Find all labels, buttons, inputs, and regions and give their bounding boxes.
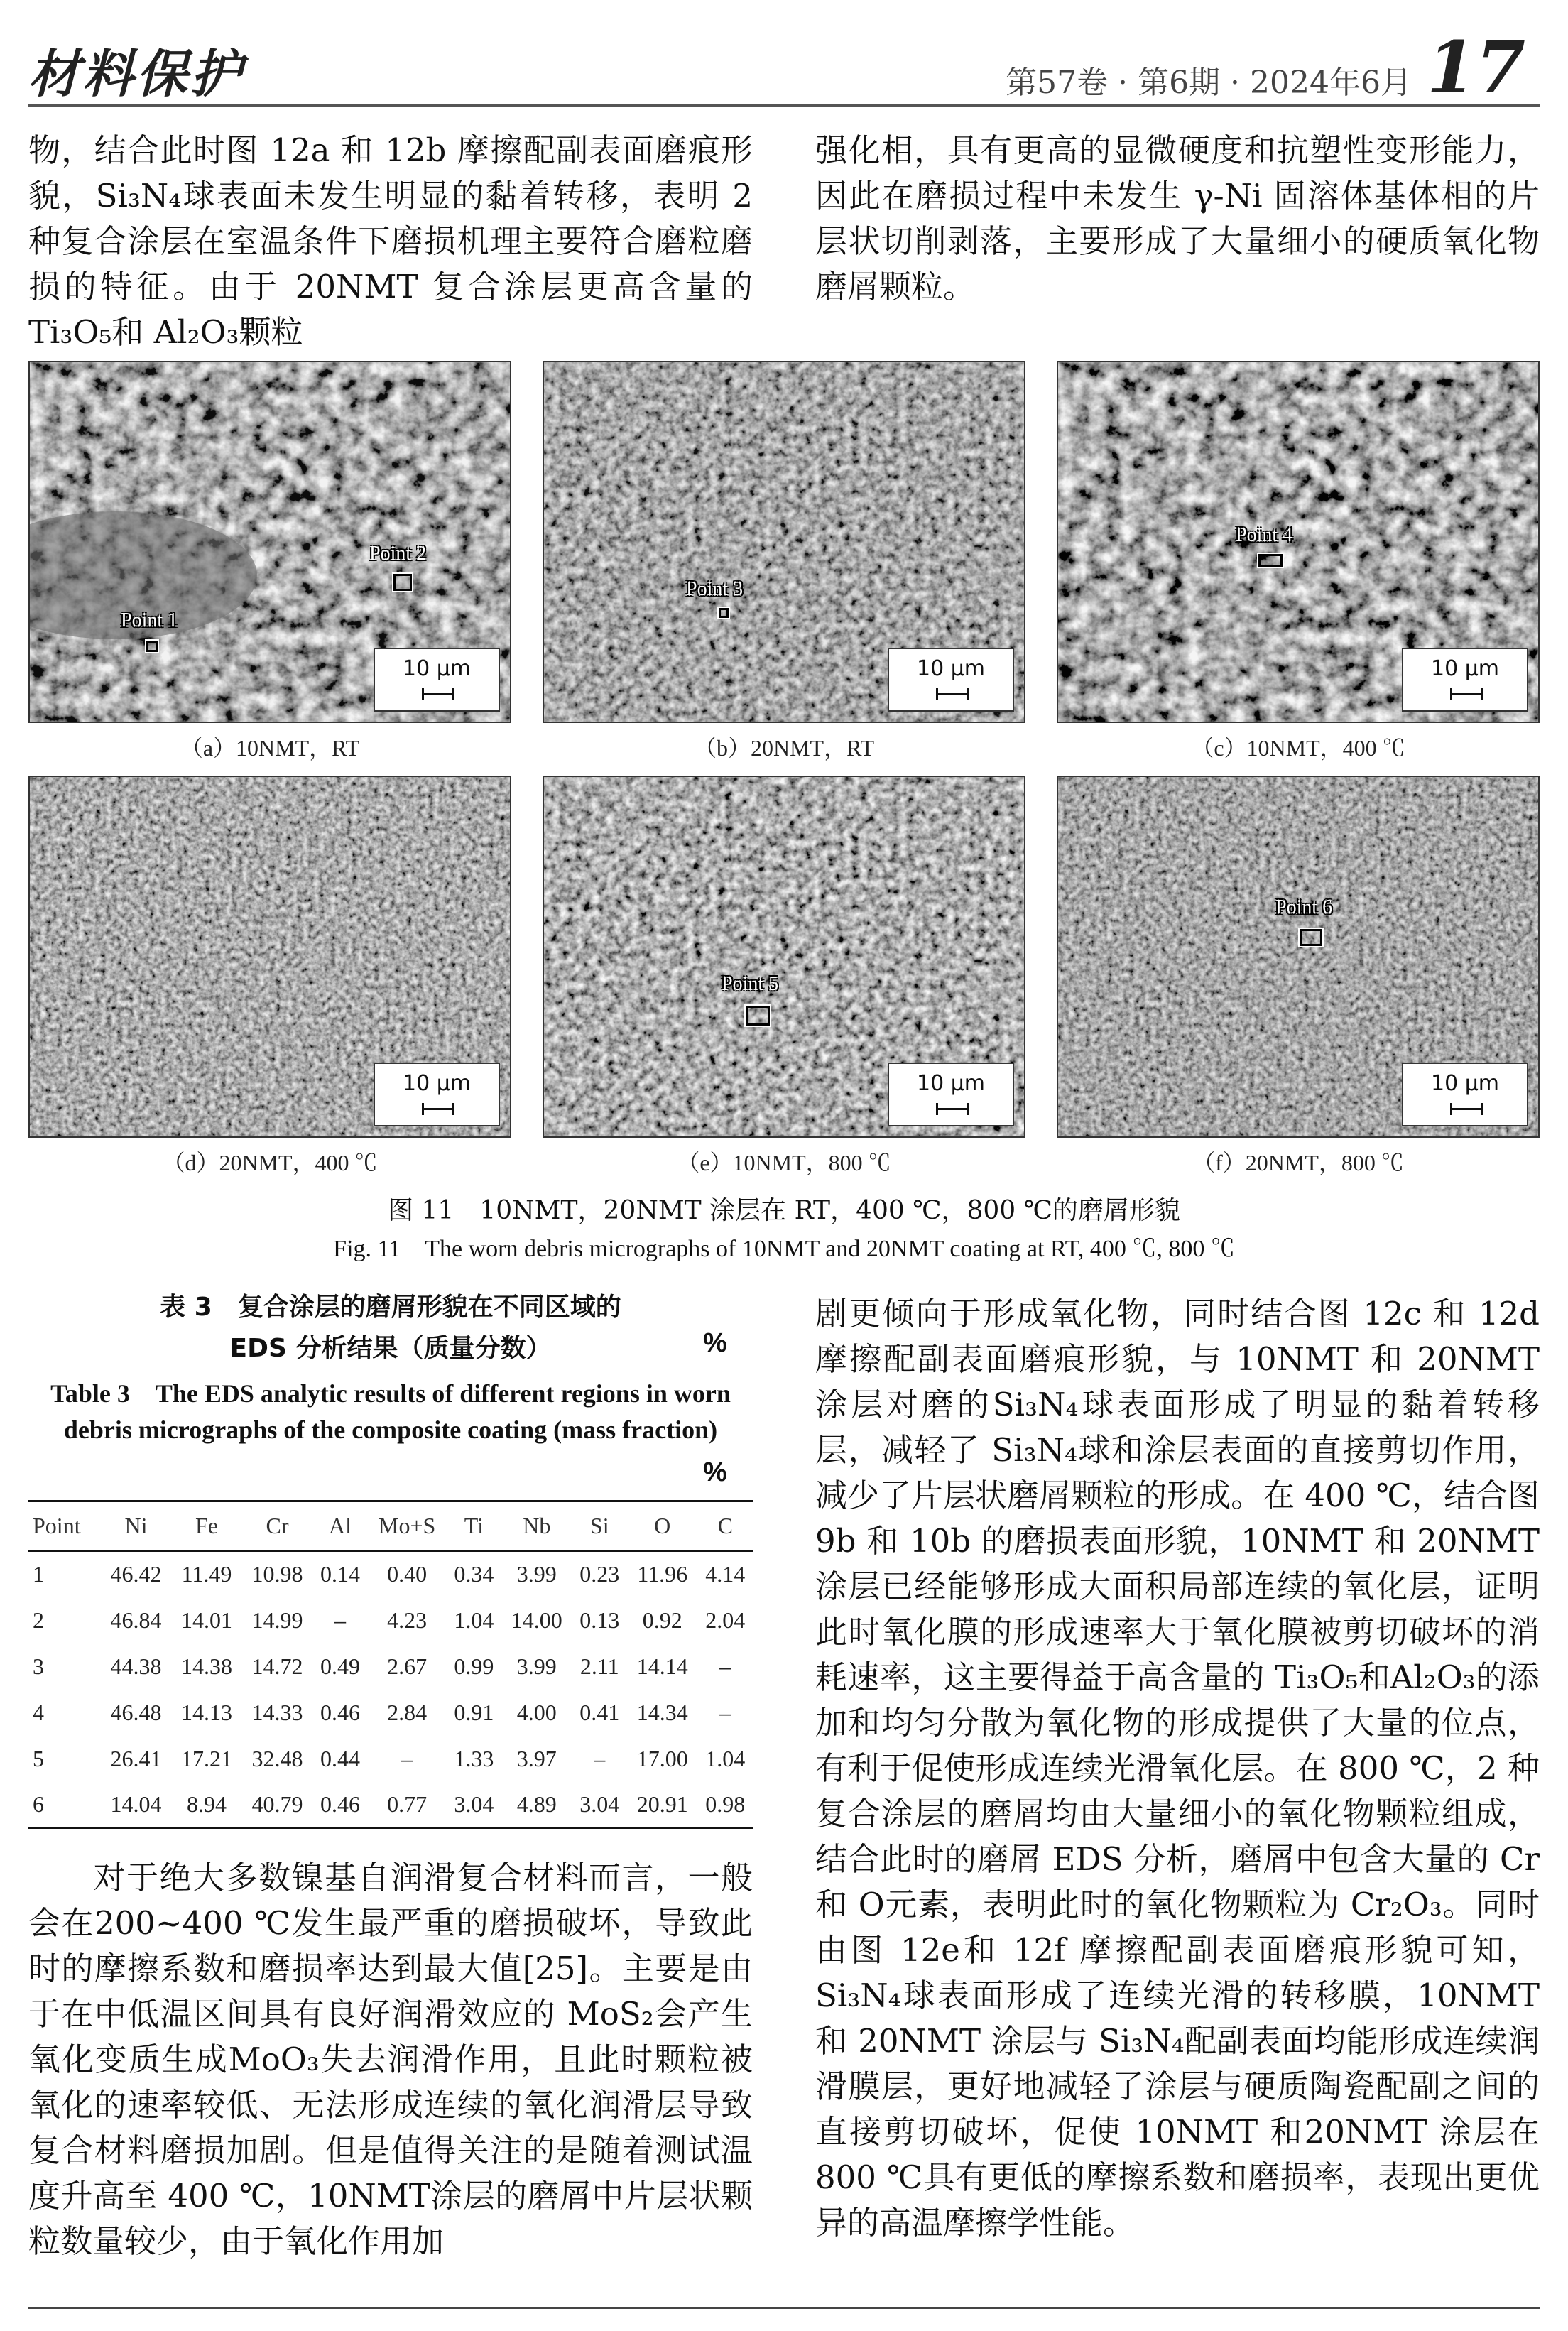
figure-caption-en: Fig. 11 The worn debris micrographs of 10NMT and 20NMT coating at RT, 400 ℃, 800 ℃ bbox=[333, 1236, 1235, 1262]
panel-caption-f: （f）20NMT，800 ℃ bbox=[1192, 1150, 1404, 1175]
point-marker bbox=[146, 641, 158, 652]
table-cell: 1.04 bbox=[705, 1745, 746, 1771]
table-cell: 14.34 bbox=[636, 1699, 688, 1725]
scale-bar: 10 μm bbox=[888, 1063, 1014, 1126]
journal-logo: 材料保护 bbox=[28, 43, 245, 104]
eds-table bbox=[28, 1500, 753, 1829]
scale-bar: 10 μm bbox=[888, 648, 1014, 712]
scale-bar: 10 μm bbox=[1402, 1063, 1528, 1126]
point-label: Point 5 bbox=[722, 973, 779, 995]
point-label: Point 1 bbox=[121, 609, 178, 631]
table-cell: – bbox=[334, 1607, 346, 1633]
table-cell: 14.33 bbox=[251, 1699, 303, 1725]
table-header-cell: Ni bbox=[124, 1513, 148, 1539]
paragraph-bottom-right: 剧更倾向于形成氧化物，同时结合图 12c 和 12d 摩擦配副表面磨痕形貌，与 10NMT 和 20NMT 涂层对磨的Si₃N₄球表面形成了明显的黏着转移层，减轻了 Si₃N₄球和涂层表面的直接剪切作用，减少了片层状磨屑颗粒的形成。在 400 ℃，结合图 9b 和 10b 的磨损表面形貌，10NMT 和 20NMT 涂层已经能够形成大面积局部连续的氧化层，证明此时氧化膜的形成速率大于氧化膜被剪切破坏的消耗速率，这主要得益于高含量的 Ti₃O₅和Al₂O₃的添加和均匀分散为氧化物的形成提供了大量的位点，有利于促使形成连续光滑氧化层。在 800 ℃，2 种复合涂层的磨屑均由大量细小的氧化物颗粒组成，结合此时的磨屑 EDS 分析，磨屑中包含大量的 Cr 和 O元素，表明此时的氧化物颗粒为 Cr₂O₃。同时由图 12e和 12f 摩擦配副表面磨痕形貌可知，Si₃N₄球表面形成了连续光滑的转移膜，10NMT 和 20NMT 涂层与 Si₃N₄配副表面均能形成连续润滑膜层，更好地减轻了涂层与硬质陶瓷配副之间的直接剪切破坏，促使 10NMT 和20NMT 涂层在 800 ℃具有更低的摩擦系数和磨损率，表现出更优异的高温摩擦学性能。 bbox=[815, 1295, 1540, 2242]
table-header-cell: Nb bbox=[523, 1513, 551, 1539]
table-header-cell: Si bbox=[589, 1513, 609, 1539]
table-cell: 0.49 bbox=[320, 1653, 360, 1679]
table-header-cell: Fe bbox=[195, 1513, 218, 1539]
table-cell: 2 bbox=[33, 1607, 44, 1633]
table-cell: – bbox=[594, 1745, 606, 1771]
table-row bbox=[28, 1690, 753, 1736]
figure-panel-b bbox=[543, 361, 1025, 723]
table-cell: 11.96 bbox=[637, 1561, 688, 1587]
table-cell: – bbox=[401, 1745, 413, 1771]
paragraph-top-right: 强化相，具有更高的显微硬度和抗塑性变形能力，因此在磨损过程中未发生 γ-Ni 固溶体基体相的片层状切削剥落，主要形成了大量细小的硬质氧化物磨屑颗粒。 bbox=[815, 131, 1540, 305]
table-row bbox=[28, 1643, 753, 1690]
table-cell: 4.23 bbox=[387, 1607, 428, 1633]
table-cell: 20.91 bbox=[636, 1791, 688, 1817]
table-cell: 4.89 bbox=[516, 1791, 557, 1817]
table-cell: 4.00 bbox=[516, 1699, 557, 1725]
table-cell: 46.48 bbox=[110, 1699, 162, 1725]
table-cell: – bbox=[719, 1699, 731, 1725]
point-label: Point 3 bbox=[686, 578, 744, 600]
table-cell: 3.97 bbox=[516, 1745, 557, 1771]
table-cell: 3.99 bbox=[516, 1653, 557, 1679]
table-cell: 0.34 bbox=[454, 1561, 494, 1587]
figure-panel-a bbox=[28, 361, 511, 723]
table-cell: 0.98 bbox=[705, 1791, 746, 1817]
table-cell: 6 bbox=[33, 1791, 44, 1817]
table-cell: 46.42 bbox=[110, 1561, 162, 1587]
table-cell: 0.44 bbox=[320, 1745, 360, 1771]
table-cell: 14.13 bbox=[180, 1699, 232, 1725]
table-cell: 0.91 bbox=[454, 1699, 494, 1725]
scale-bar: 10 μm bbox=[374, 648, 500, 712]
figure-panel-c bbox=[1057, 361, 1540, 723]
table-cell: 0.13 bbox=[579, 1607, 620, 1633]
table-row bbox=[28, 1551, 753, 1597]
table-cell: 3 bbox=[33, 1653, 44, 1679]
panel-caption-e: （e）10NMT，800 ℃ bbox=[677, 1150, 891, 1175]
table-row bbox=[28, 1736, 753, 1782]
table-cell: 14.72 bbox=[251, 1653, 303, 1679]
table-cell: 26.41 bbox=[110, 1745, 162, 1771]
table-unit-cn: % bbox=[703, 1328, 727, 1358]
table-caption-en-line2: debris micrographs of the composite coating (mass fraction) bbox=[63, 1416, 718, 1444]
table-cell: 8.94 bbox=[186, 1791, 227, 1817]
table-cell: 17.00 bbox=[636, 1745, 688, 1771]
figure-caption-cn: 图 11 10NMT，20NMT 涂层在 RT，400 ℃，800 ℃的磨屑形貌 bbox=[388, 1196, 1180, 1225]
table-row bbox=[28, 1597, 753, 1643]
table-header-cell: O bbox=[654, 1513, 671, 1539]
paragraph-bottom-left bbox=[28, 1855, 753, 2264]
table-cell: 5 bbox=[33, 1745, 44, 1771]
table-cell: 3.04 bbox=[454, 1791, 494, 1817]
figure-panel-d bbox=[28, 776, 511, 1138]
point-label: Point 4 bbox=[1236, 524, 1293, 546]
figure-panel-f bbox=[1057, 776, 1540, 1138]
point-marker bbox=[1258, 554, 1283, 567]
table-cell: 4 bbox=[33, 1699, 44, 1725]
table-cell: 46.84 bbox=[110, 1607, 162, 1633]
point-label: Point 6 bbox=[1275, 896, 1333, 918]
table-cell: 3.04 bbox=[579, 1791, 620, 1817]
table-cell: 0.46 bbox=[320, 1791, 360, 1817]
figure-panel-e bbox=[543, 776, 1025, 1138]
table-cell: 0.99 bbox=[454, 1653, 494, 1679]
page-header bbox=[28, 28, 1540, 107]
table-caption-cn-line1: 表 3 复合涂层的磨屑形貌在不同区域的 bbox=[160, 1293, 621, 1322]
table-cell: 14.38 bbox=[180, 1653, 232, 1679]
table-header-row bbox=[28, 1501, 753, 1551]
table-cell: 0.23 bbox=[579, 1561, 620, 1587]
point-marker bbox=[719, 608, 729, 618]
scale-bar: 10 μm bbox=[374, 1063, 500, 1126]
table-cell: 0.92 bbox=[642, 1607, 682, 1633]
table-caption-en-line1: Table 3 The EDS analytic results of different regions in worn bbox=[50, 1379, 731, 1408]
table-cell: 0.40 bbox=[387, 1561, 428, 1587]
scale-bar: 10 μm bbox=[1402, 648, 1528, 712]
table-cell: 10.98 bbox=[251, 1561, 303, 1587]
table-cell: 0.41 bbox=[579, 1699, 620, 1725]
table-caption-cn-line2: EDS 分析结果（质量分数） bbox=[229, 1334, 552, 1363]
panel-caption-c: （c）10NMT，400 ℃ bbox=[1191, 735, 1405, 761]
paragraph-top-left: 物，结合此时图 12a 和 12b 摩擦配副表面磨痕形貌，Si₃N₄球表面未发生明显的黏着转移，表明 2 种复合涂层在室温条件下磨损机理主要符合磨粒磨损的特征。由于 20NMT 复合涂层更高含量的 Ti₃O₅和 Al₂O₃颗粒 bbox=[28, 131, 753, 351]
panel-caption-b: （b）20NMT，RT bbox=[693, 735, 875, 761]
panel-caption-d: （d）20NMT，400 ℃ bbox=[162, 1150, 378, 1175]
table-cell: 3.99 bbox=[516, 1561, 557, 1587]
table-header-cell: Al bbox=[328, 1513, 352, 1539]
table-cell: 0.77 bbox=[387, 1791, 428, 1817]
table-cell: 4.14 bbox=[705, 1561, 746, 1587]
table-cell: 1.04 bbox=[454, 1607, 494, 1633]
table-cell: 2.11 bbox=[579, 1653, 619, 1679]
table-cell: 40.79 bbox=[251, 1791, 303, 1817]
table-cell: 0.14 bbox=[320, 1561, 360, 1587]
table-cell: 0.46 bbox=[320, 1699, 360, 1725]
table-cell: 17.21 bbox=[180, 1745, 232, 1771]
table-header-cell: Point bbox=[33, 1513, 81, 1539]
table-unit-en: % bbox=[703, 1457, 727, 1487]
table-header-cell: Ti bbox=[464, 1513, 484, 1539]
table-cell: 14.01 bbox=[180, 1607, 232, 1633]
table-cell: 14.00 bbox=[511, 1607, 562, 1633]
table-header-cell: Cr bbox=[266, 1513, 289, 1539]
panel-caption-a: （a）10NMT，RT bbox=[180, 735, 360, 761]
table-cell: 14.14 bbox=[636, 1653, 688, 1679]
point-marker bbox=[746, 1006, 770, 1026]
table-header-cell: Mo+S bbox=[379, 1513, 436, 1539]
table-cell: 1 bbox=[33, 1561, 44, 1587]
point-marker bbox=[1300, 929, 1322, 946]
table-cell: 14.04 bbox=[110, 1791, 162, 1817]
table-header-cell: C bbox=[717, 1513, 733, 1539]
table-cell: 2.84 bbox=[387, 1699, 428, 1725]
point-label: Point 2 bbox=[369, 543, 427, 565]
table-row bbox=[28, 1782, 753, 1828]
table-cell: 2.04 bbox=[705, 1607, 746, 1633]
page-number: 17 bbox=[1426, 26, 1525, 109]
table-cell: 2.67 bbox=[387, 1653, 428, 1679]
table-cell: 44.38 bbox=[110, 1653, 162, 1679]
point-marker bbox=[393, 574, 412, 591]
footer-rule bbox=[28, 2307, 1540, 2309]
table-cell: – bbox=[719, 1653, 731, 1679]
issue-info: 第57卷 · 第6期 · 2024年6月 bbox=[1006, 65, 1412, 101]
paragraph-bottom-left-text: 对于绝大多数镍基自润滑复合材料而言，一般会在200~400 ℃发生最严重的磨损破坏，导致此时的摩擦系数和磨损率达到最大值[25]。主要是由于在中低温区间具有良好润滑效应的 MoS₂会产生氧化变质生成MoO₃失去润滑作用，且此时颗粒被氧化的速率较低、无法形成连续的氧化润滑层导致复合材料磨损加剧。但是值得关注的是随着测试温度升高至 400 ℃，10NMT涂层的磨屑中片层状颗粒数量较少，由于氧化作用加 bbox=[28, 1859, 753, 2260]
table-cell: 1.33 bbox=[454, 1745, 494, 1771]
table-cell: 11.49 bbox=[181, 1561, 232, 1587]
table-cell: 32.48 bbox=[251, 1745, 303, 1771]
table-cell: 14.99 bbox=[251, 1607, 303, 1633]
